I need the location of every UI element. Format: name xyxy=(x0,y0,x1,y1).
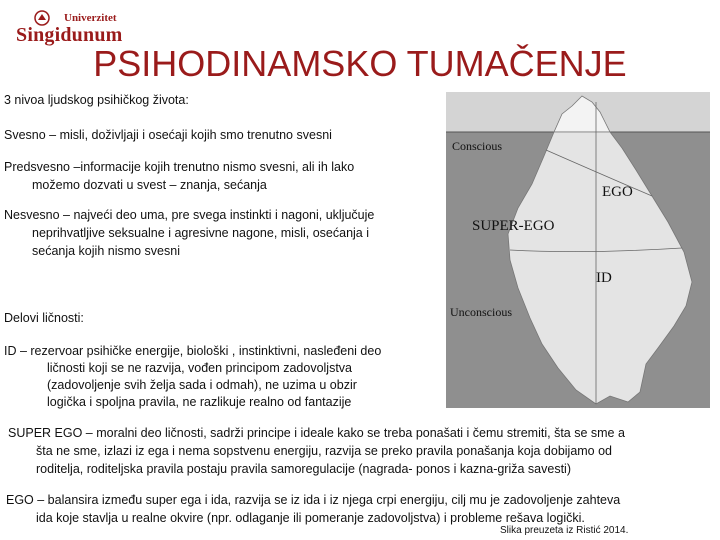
image-credit: Slika preuzeta iz Ristić 2014. xyxy=(500,525,629,536)
parts-heading: Delovi ličnosti: xyxy=(4,311,84,325)
id-line-3: (zadovoljenje svih želja sada i odmah), ne uzima u obzir xyxy=(47,378,357,392)
id-line-1: ID – rezervoar psihičke energije, biološki , instinktivni, nasleđeni deo xyxy=(4,344,382,358)
nesvesno-line-3: sećanja kojih nismo svesni xyxy=(32,244,180,258)
label-unconscious: Unconscious xyxy=(450,305,512,319)
superego-line-1: SUPER EGO – moralni deo ličnosti, sadrži principe i ideale kako se treba ponašati i čemu stremiti, šta se sme a xyxy=(8,426,625,440)
university-logo xyxy=(6,8,136,48)
superego-line-2: šta ne sme, izlazi iz ega i nema sopstvenu energiju, razvija se preko pravila ponašanja koja dobijamo od xyxy=(36,444,613,458)
predsvesno-line-2: možemo dozvati u svest – znanja, sećanja xyxy=(32,178,267,192)
svesno-text: Svesno – misli, doživljaji i osećaji kojih smo trenutno svesni xyxy=(4,128,332,142)
superego-line-3: roditelja, roditeljska pravila postaju pravila samoregulacije (nagrada- ponos i kazna-griža savesti) xyxy=(36,462,571,476)
logo-top-text: Univerzitet xyxy=(64,12,117,24)
nesvesno-line-1: Nesvesno – najveći deo uma, pre svega instinkti i nagoni, uključuje xyxy=(4,208,375,222)
ego-line-2: ida koje stavlja u realne okvire (npr. odlaganje ili pomeranje zadovoljstva) i probleme rešava logički. xyxy=(36,511,585,525)
ego-line-1: EGO – balansira između super ega i ida, razvija se iz ida i iz njega crpi energiju, cilj mu je zadovoljenje zahteva xyxy=(6,493,621,507)
label-conscious: Conscious xyxy=(452,139,503,153)
label-ego: EGO xyxy=(602,184,633,200)
page-title: PSIHODINAMSKO TUMAČENJE xyxy=(93,43,627,84)
predsvesno-line-1: Predsvesno –informacije kojih trenutno nismo svesni, ali ih lako xyxy=(4,160,355,174)
logo-name-text: Singidunum xyxy=(16,24,123,46)
id-line-2: ličnosti koji se ne razvija, vođen principom zadovoljstva xyxy=(47,361,353,375)
id-line-4: logička i spoljna pravila, ne razlikuje realno od fantazije xyxy=(47,395,352,409)
label-superego: SUPER-EGO xyxy=(472,218,555,234)
levels-heading: 3 nivoa ljudskog psihičkog života: xyxy=(4,93,189,107)
nesvesno-line-2: neprihvatljive seksualne i agresivne nagone, misli, osećanja i xyxy=(32,226,369,240)
iceberg-diagram xyxy=(446,92,710,408)
label-id: ID xyxy=(596,270,612,286)
